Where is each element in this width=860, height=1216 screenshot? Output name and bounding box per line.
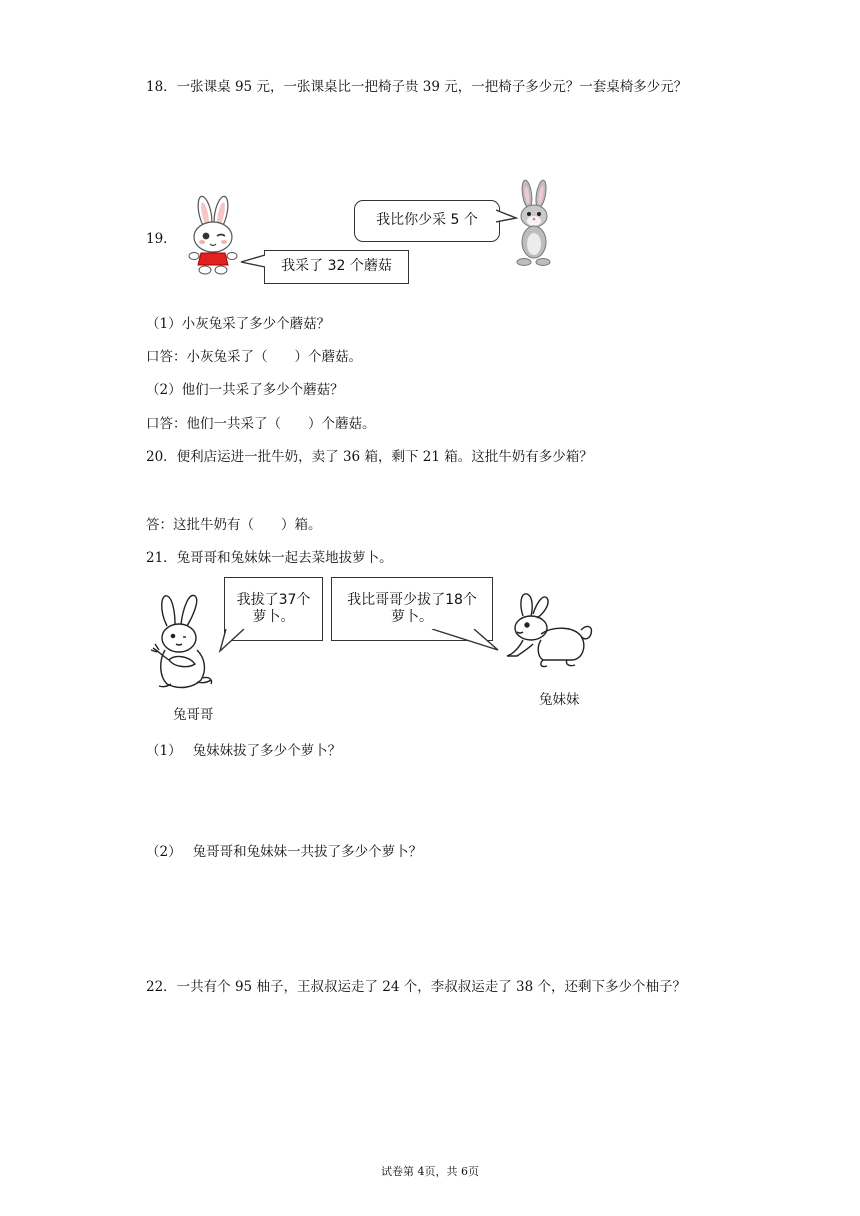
bubble-sister-line-1: 我比哥哥少拔了18个 (347, 591, 477, 608)
white-rabbit-illustration (183, 193, 243, 275)
bubble-brother-line-2: 萝卜。 (252, 609, 295, 625)
question-21-part-1: （1） 兔妹妹拔了多少个萝卜？ (146, 743, 342, 759)
question-20-answer: 答：这批牛奶有（ ）箱。 (146, 517, 322, 533)
question-19-number: 19． (146, 231, 177, 247)
question-18: 18．一张课桌 95 元，一张课桌比一把椅子贵 39 元，一把椅子多少元？一套桌椅多少元？ (146, 79, 688, 95)
question-19-answer-2: 口答：他们一共采了（ ）个蘑菇。 (146, 416, 376, 432)
grey-rabbit-illustration (510, 178, 556, 268)
bubble-brother-line-1: 我拔了37个 (236, 591, 311, 608)
question-19-part-1: （1）小灰兔采了多少个蘑菇？ (146, 316, 331, 332)
speech-bubble-tail (430, 628, 502, 654)
page-footer: 试卷第 4页，共 6页 (381, 1165, 479, 1178)
speech-bubble-grey-rabbit: 我比你少采 5 个 (354, 200, 500, 242)
bubble-sister-line-2: 萝卜。 (391, 609, 433, 625)
label-sister: 兔妹妹 (539, 692, 580, 708)
question-22: 22．一共有个 95 柚子，王叔叔运走了 24 个，李叔叔运走了 38 个，还剩下多少个柚子？ (146, 979, 686, 995)
question-21-part-2: （2） 兔哥哥和兔妹妹一共拔了多少个萝卜？ (146, 844, 423, 860)
question-19-answer-1: 口答：小灰兔采了（ ）个蘑菇。 (146, 349, 362, 365)
sister-rabbit-illustration (503, 590, 595, 668)
speech-bubble-white-rabbit: 我采了 32 个蘑菇 (264, 250, 409, 284)
question-21: 21．兔哥哥和兔妹妹一起去菜地拔萝卜。 (146, 550, 393, 566)
speech-bubble-tail (218, 628, 248, 654)
label-brother: 兔哥哥 (173, 707, 214, 723)
question-19-part-2: （2）他们一共采了多少个蘑菇？ (146, 382, 344, 398)
brother-rabbit-illustration (145, 590, 227, 692)
question-20: 20．便利店运进一批牛奶，卖了 36 箱，剩下 21 箱。这批牛奶有多少箱？ (146, 449, 593, 465)
speech-bubble-tail (240, 250, 266, 272)
